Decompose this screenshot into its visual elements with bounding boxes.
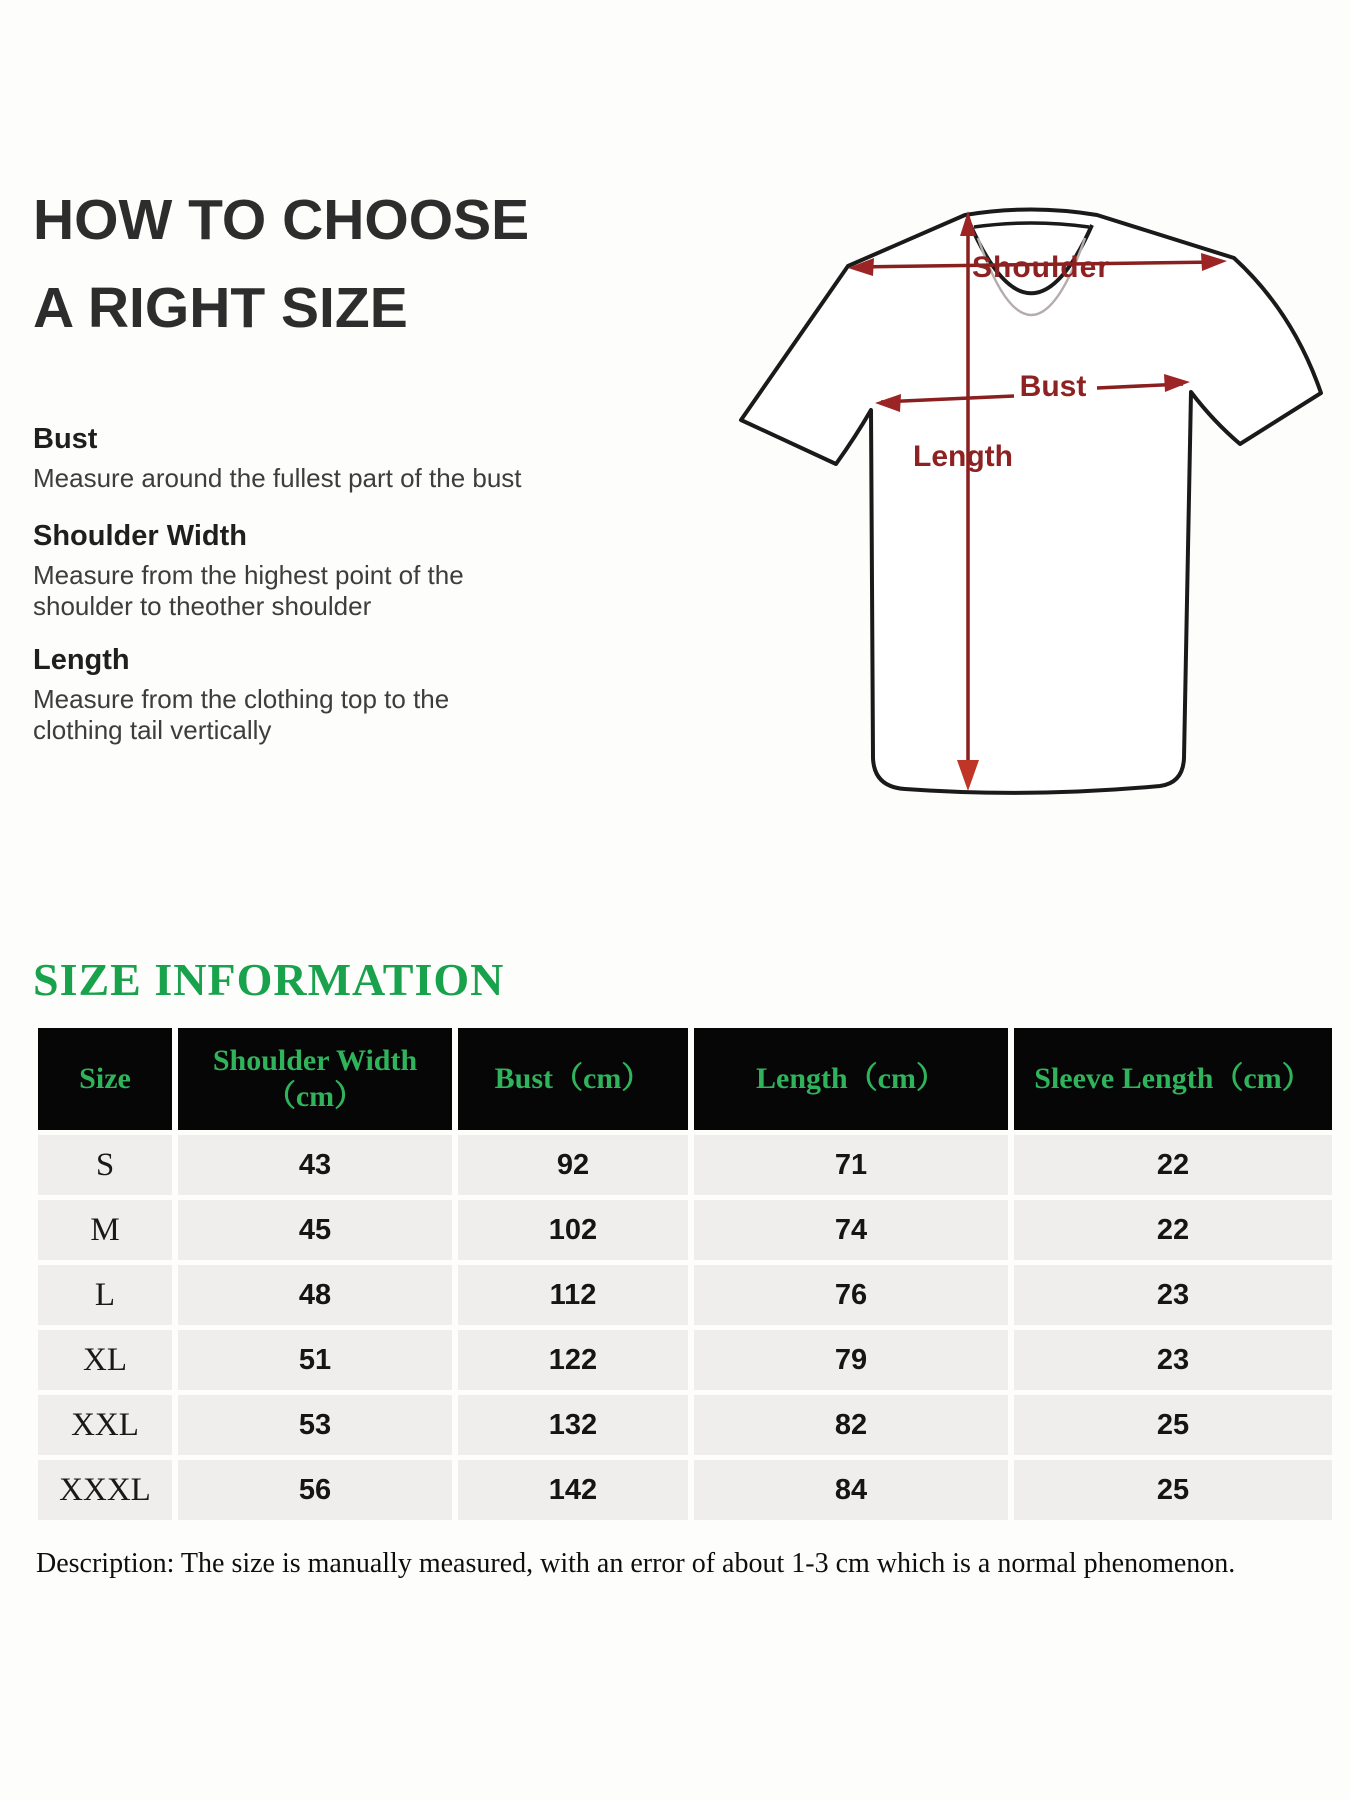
table-cell-sleeve: 25 [1014,1395,1332,1455]
bust-description: Measure around the fullest part of the bust [33,463,522,493]
table-cell-size: M [38,1200,172,1260]
length-diagram-label: Length [913,440,1013,473]
col-header-bust: Bust（cm） [458,1028,688,1130]
table-cell-size: XL [38,1330,172,1390]
table-cell-bust: 112 [458,1265,688,1325]
table-cell-bust: 142 [458,1460,688,1520]
table-cell-shoulder: 56 [178,1460,452,1520]
measure-item-shoulder-width [33,517,533,622]
length-description: Measure from the clothing top to the clothing tail vertically [33,684,450,745]
shoulder-width-description: Measure from the highest point of the shoulder to theother shoulder [33,560,464,621]
table-cell-size: XXL [38,1395,172,1455]
bust-diagram-label: Bust [1019,370,1087,403]
measure-item-length [33,641,533,746]
size-information-title: SIZE INFORMATION [33,954,505,1005]
col-header-sleeve-length: Sleeve Length（cm） [1014,1028,1332,1130]
howto-title [33,176,529,352]
table-cell-shoulder: 45 [178,1200,452,1260]
description-note: Description: The size is manually measured, with an error of about 1-3 cm which is a normal phenomenon. [36,1548,1236,1579]
col-header-length: Length（cm） [694,1028,1008,1130]
howto-title-line1: HOW TO CHOOSE [33,188,530,252]
table-cell-size: L [38,1265,172,1325]
table-cell-shoulder: 53 [178,1395,452,1455]
table-cell-size: S [38,1135,172,1195]
table-cell-bust: 122 [458,1330,688,1390]
howto-title-line2: A RIGHT SIZE [33,276,408,340]
bust-label: Bust [33,423,98,455]
tshirt-outline [741,210,1321,793]
table-cell-shoulder: 43 [178,1135,452,1195]
table-cell-length: 84 [694,1460,1008,1520]
col-header-shoulder-width: Shoulder Width（cm） [178,1028,452,1130]
table-cell-shoulder: 51 [178,1330,452,1390]
shoulder-diagram-label: Shoulder [971,251,1111,284]
table-cell-bust: 132 [458,1395,688,1455]
table-cell-length: 79 [694,1330,1008,1390]
table-cell-sleeve: 22 [1014,1135,1332,1195]
col-header-size: Size [38,1028,172,1130]
shoulder-width-label: Shoulder Width [33,520,247,552]
table-cell-sleeve: 25 [1014,1460,1332,1520]
length-label: Length [33,644,130,676]
tshirt-diagram [600,140,1350,840]
measure-item-bust [33,420,533,494]
size-table [38,1028,1332,1520]
table-cell-shoulder: 48 [178,1265,452,1325]
table-cell-length: 82 [694,1395,1008,1455]
table-cell-bust: 92 [458,1135,688,1195]
table-cell-length: 74 [694,1200,1008,1260]
tshirt-diagram-svg [600,140,1350,840]
table-cell-sleeve: 22 [1014,1200,1332,1260]
table-cell-length: 76 [694,1265,1008,1325]
table-cell-sleeve: 23 [1014,1330,1332,1390]
table-cell-length: 71 [694,1135,1008,1195]
table-cell-bust: 102 [458,1200,688,1260]
table-cell-sleeve: 23 [1014,1265,1332,1325]
table-cell-size: XXXL [38,1460,172,1520]
